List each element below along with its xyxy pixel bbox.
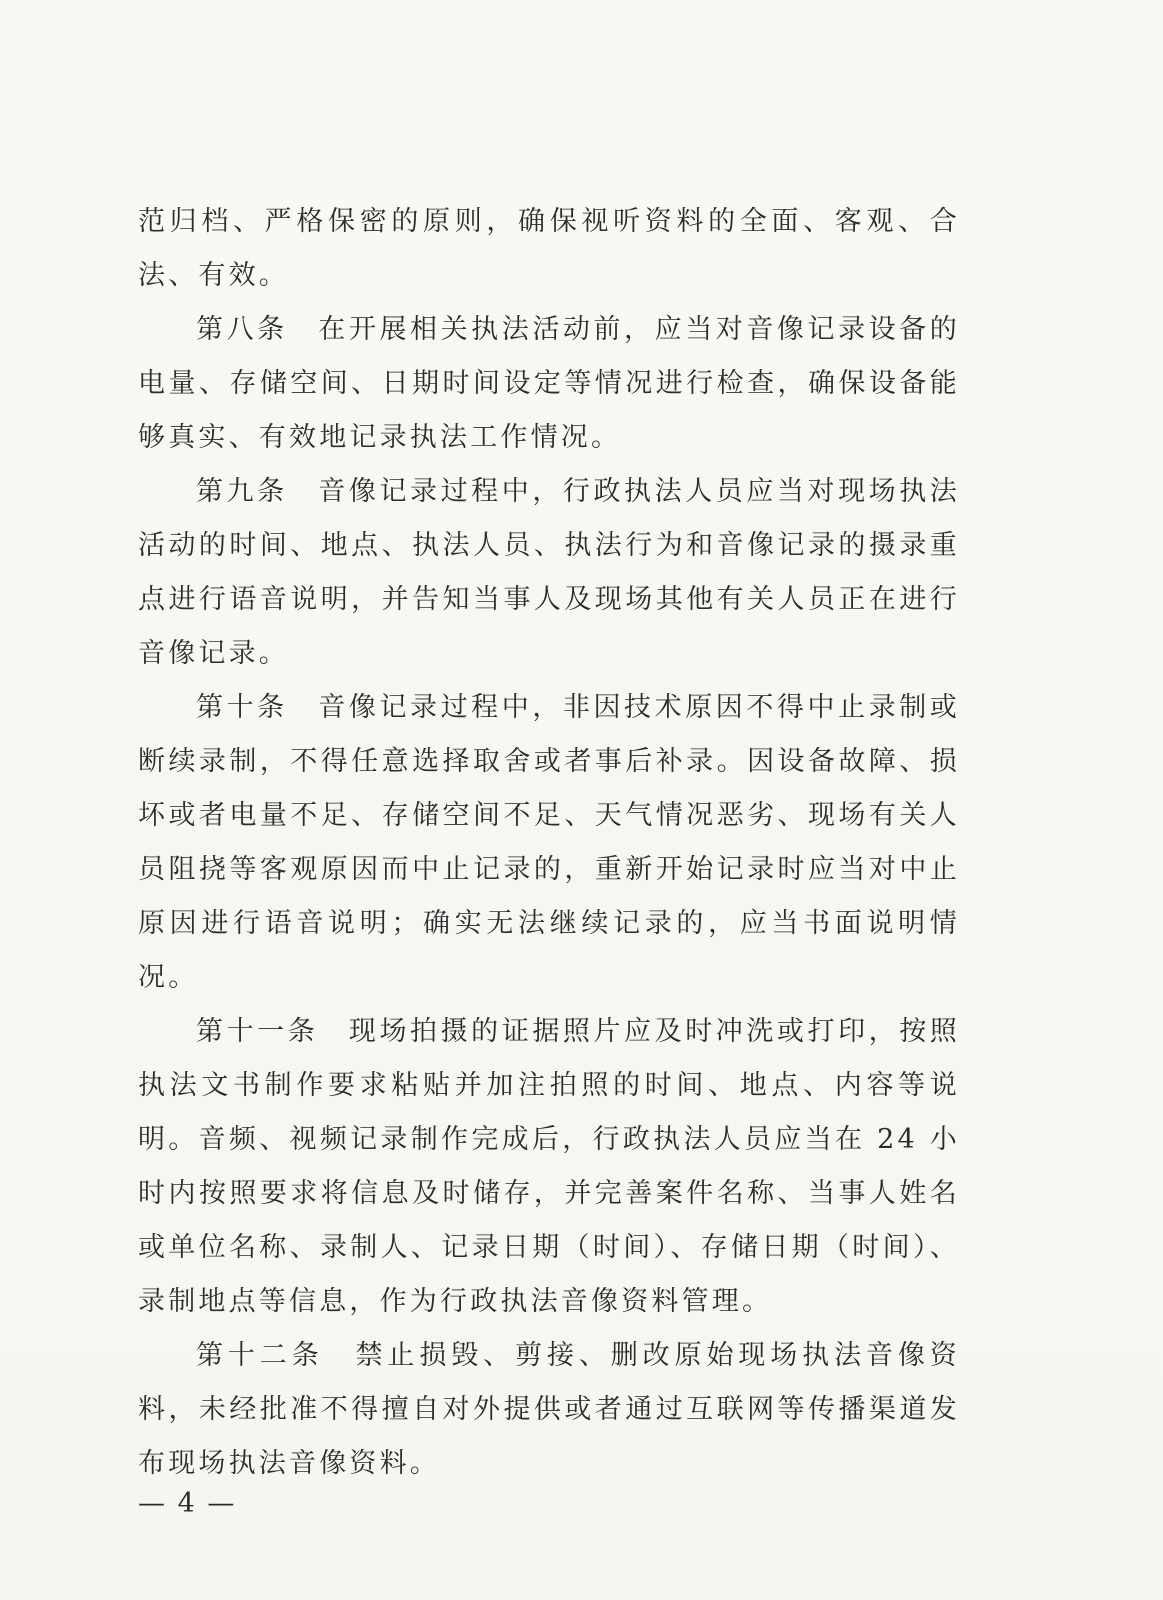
paragraph-article-8: 第八条 在开展相关执法活动前，应当对音像记录设备的电量、存储空间、日期时间设定等情况进行检查，确保设备能够真实、有效地记录执法工作情况。 bbox=[138, 314, 960, 453]
paragraph-article-10: 第十条 音像记录过程中，非因技术原因不得中止录制或断续录制，不得任意选择取舍或者事后补录。因设备故障、损坏或者电量不足、存储空间不足、天气情况恶劣、现场有关人员阻挠等客观原因而中止记录的，重新开始记录时应当对中止原因进行语音说明；确实无法继续记录的，应当书面说明情况。 bbox=[138, 692, 960, 993]
paragraph-article-9: 第九条 音像记录过程中，行政执法人员应当对现场执法活动的时间、地点、执法人员、执法行为和音像记录的摄录重点进行语音说明，并告知当事人及现场其他有关人员正在进行音像记录。 bbox=[138, 476, 960, 669]
paragraph-article-12: 第十二条 禁止损毁、剪接、删改原始现场执法音像资料，未经批准不得擅自对外提供或者通过互联网等传播渠道发布现场执法音像资料。 bbox=[138, 1340, 960, 1479]
document-body bbox=[138, 195, 960, 1491]
page-number: — 4 — bbox=[138, 1488, 237, 1519]
paragraph-continuation: 范归档、严格保密的原则，确保视听资料的全面、客观、合法、有效。 bbox=[138, 206, 960, 291]
paragraph-article-11: 第十一条 现场拍摄的证据照片应及时冲洗或打印，按照执法文书制作要求粘贴并加注拍照的时间、地点、内容等说明。音频、视频记录制作完成后，行政执法人员应当在 24 小时内按照要求将信息及时储存，并完善案件名称、当事人姓名或单位名称、录制人、记录日期（时间）、存储日期（时间）、录制地点等信息，作为行政执法音像资料管理。 bbox=[138, 1016, 960, 1317]
